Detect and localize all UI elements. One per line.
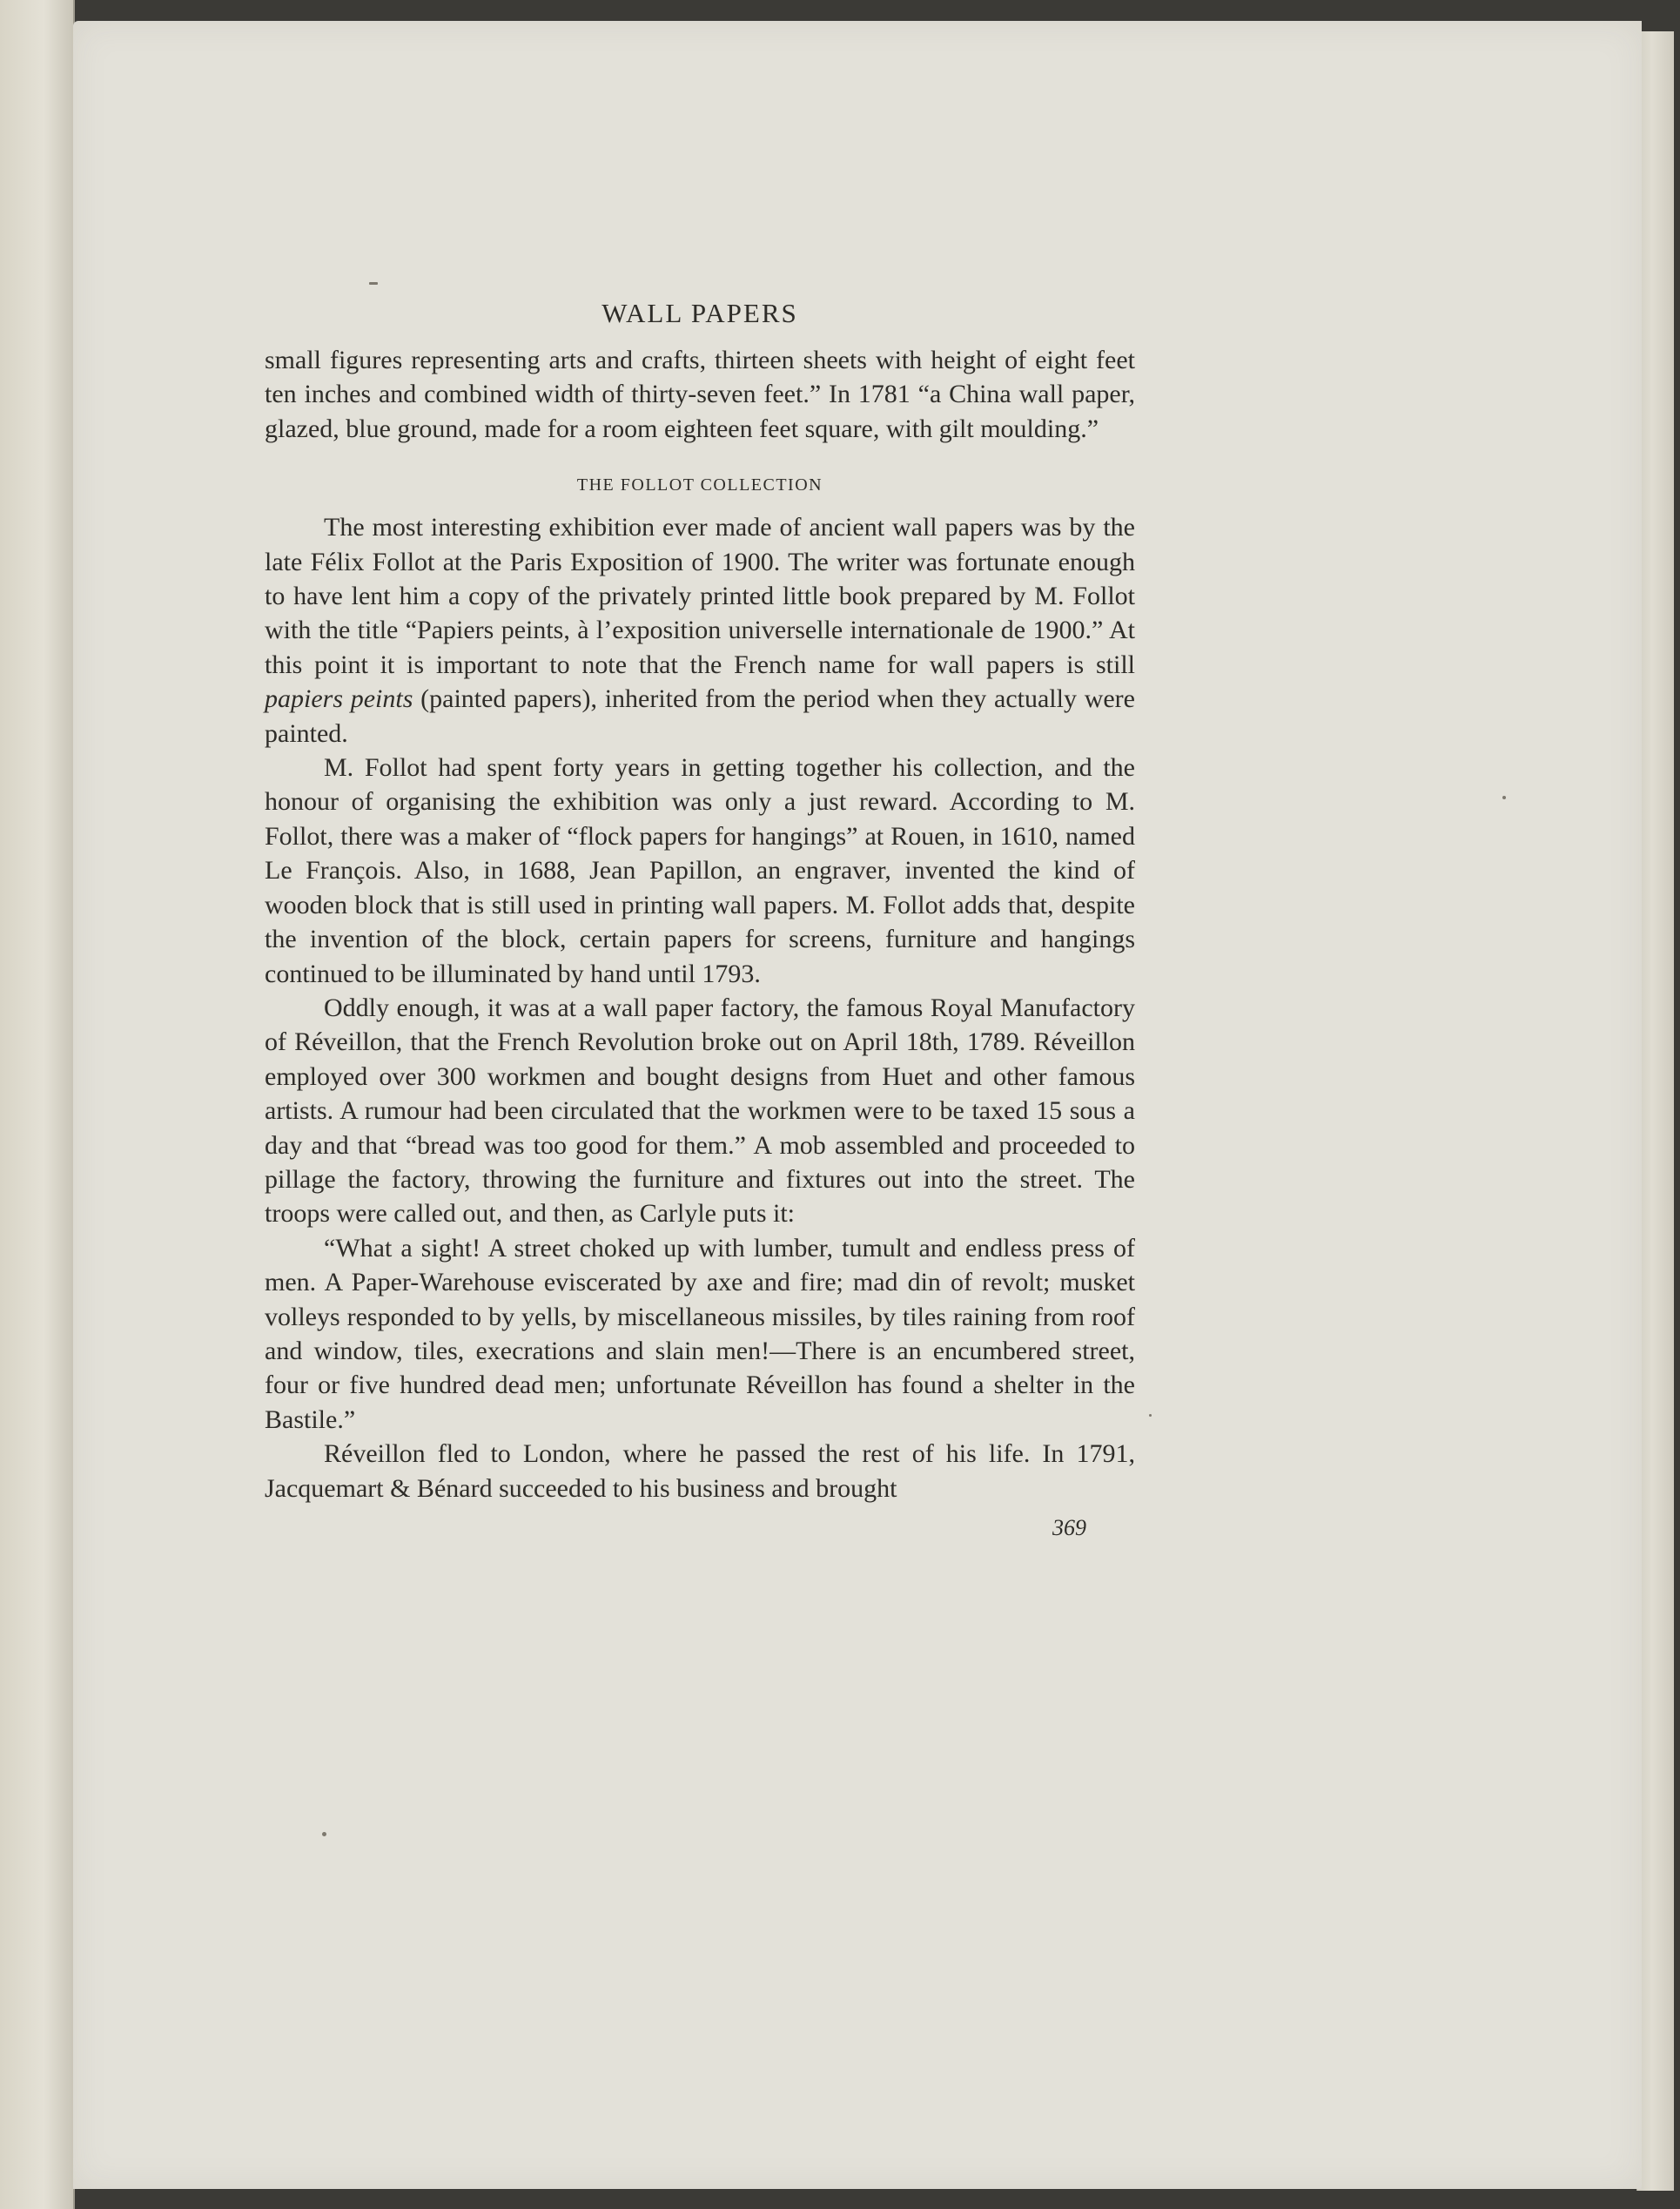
ink-speck [1149, 1414, 1152, 1417]
paragraph-4-quotation: “What a sight! A street choked up with lumber, tumult and endless press of men. A Paper-Warehouse eviscerated by axe and fire; mad din of revolt; musket volleys responded to by yells, by miscellaneous missiles, by tiles raining from roof and window, tiles, execrations and slain men!—There is an encumbered street, four or five hundred dead men; unfortunate Réveillon has found a shelter in the Bastile.” [265, 1233, 1135, 1434]
paragraph-1 [265, 510, 1135, 751]
page-text [265, 296, 1135, 1545]
right-page-edge [1636, 31, 1674, 2191]
paragraph-1-text-b: (painted papers), inherited from the period when they actually were painted. [265, 684, 1135, 748]
section-heading: THE FOLLOT COLLECTION [576, 475, 823, 495]
ink-speck [1502, 796, 1506, 799]
running-head: WALL PAPERS [601, 298, 798, 328]
paragraph-continued: small figures representing arts and crafts, thirteen sheets with height of eight feet ten inches and combined width of thirty-seven feet.” In 1781 “a China wall paper, glazed, blue ground, made for a room eighteen feet square, with gilt moulding.” [265, 346, 1135, 443]
page-number: 369 [1052, 1515, 1086, 1540]
ink-speck [322, 1832, 326, 1836]
paragraph-2: M. Follot had spent forty years in getting together his collection, and the honour of organising the exhibition was only a just reward. According to M. Follot, there was a maker of “flock papers for hangings” at Rouen, in 1610, named Le François. Also, in 1688, Jean Papillon, an engraver, invented the kind of wooden block that is still used in printing wall papers. M. Follot adds that, despite the invention of the block, certain papers for screens, furniture and hangings continued to be illuminated by hand until 1793. [265, 753, 1135, 988]
left-page-edge [0, 0, 75, 2209]
paragraph-1-text-a: The most interesting exhibition ever made of ancient wall papers was by the late Félix Follot at the Paris Exposition of 1900. The writer was fortunate enough to have lent him a copy of the privately printed little book prepared by M. Follot with the title “Papiers peints, à l’exposition universelle internationale de 1900.” At this point it is important to note that the French name for wall papers is still [265, 513, 1135, 679]
paragraph-5: Réveillon fled to London, where he passed the rest of his life. In 1791, Jacquemart & Bénard succeeded to his business and brought [265, 1439, 1135, 1503]
paragraph-3: Oddly enough, it was at a wall paper factory, the famous Royal Manufactory of Réveillon, that the French Revolution broke out on April 18th, 1789. Réveillon employed over 300 workmen and bought designs from Huet and other famous artists. A rumour had been circulated that the workmen were to be taxed 15 sous a day and that “bread was too good for them.” A mob assembled and proceeded to pillage the factory, throwing the furniture and fixtures out into the street. The troops were called out, and then, as Carlyle puts it: [265, 993, 1135, 1229]
ink-speck [369, 282, 378, 285]
paragraph-1-italic: papiers peints [265, 684, 413, 714]
